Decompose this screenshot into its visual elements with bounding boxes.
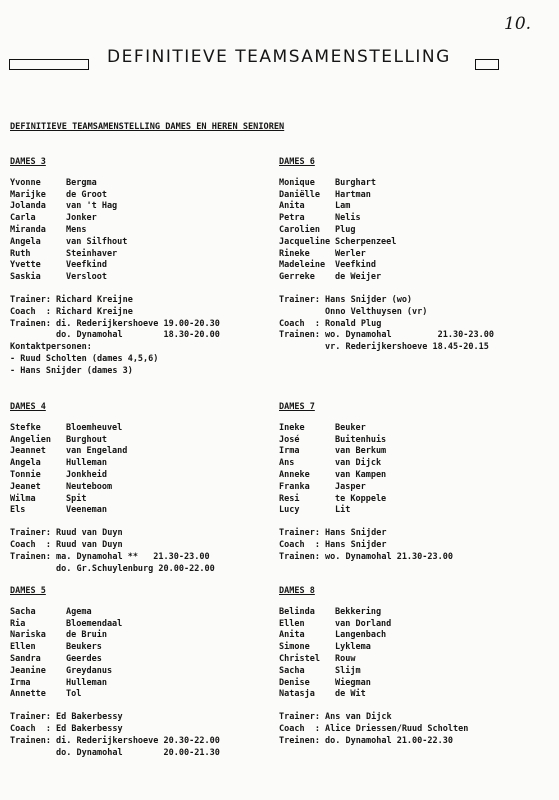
staff-line: Kontaktpersonen: — [10, 342, 92, 353]
member-last-name: Bloemheuvel — [66, 422, 123, 433]
member-first-name: Petra — [279, 213, 305, 224]
member-last-name: Lam — [335, 201, 351, 212]
member-first-name: Jeanine — [10, 665, 46, 676]
member-first-name: Lucy — [279, 505, 300, 516]
member-row — [279, 237, 549, 249]
member-last-name: Hulleman — [66, 677, 107, 688]
member-last-name: van Engeland — [66, 446, 128, 457]
member-row — [10, 494, 280, 506]
member-row — [279, 482, 549, 494]
member-first-name: Jeannet — [10, 446, 46, 457]
member-first-name: Belinda — [279, 606, 315, 617]
member-row — [10, 178, 280, 190]
member-last-name: Hulleman — [66, 458, 107, 469]
member-last-name: Jonkheid — [66, 469, 107, 480]
team-block — [10, 586, 280, 759]
staff-line: Trainer: Ed Bakerbessy — [10, 712, 123, 723]
member-first-name: Ans — [279, 458, 295, 469]
member-row — [10, 505, 280, 517]
team-block — [279, 402, 549, 564]
member-list — [10, 178, 280, 284]
member-first-name: Simone — [279, 642, 310, 653]
member-row — [10, 190, 280, 202]
staff-line: Trainen: di. Rederijkershoeve 20.30-22.00 — [10, 735, 220, 746]
member-row — [10, 689, 280, 701]
member-last-name: Bergma — [66, 177, 97, 188]
staff-line: Coach : Ruud van Duyn — [10, 539, 123, 550]
member-first-name: Resi — [279, 493, 300, 504]
staff-line: Trainer: Ruud van Duyn — [10, 528, 123, 539]
member-first-name: Carolien — [279, 224, 320, 235]
member-first-name: Anita — [279, 201, 305, 212]
member-last-name: Rouw — [335, 653, 356, 664]
staff-line: Trainen: di. Rederijkershoeve 19.00-20.30 — [10, 318, 220, 329]
member-first-name: Yvette — [10, 260, 41, 271]
member-row — [279, 494, 549, 506]
member-row — [10, 213, 280, 225]
staff-line: do. Dynamohal 20.00-21.30 — [10, 747, 220, 758]
member-first-name: Yvonne — [10, 177, 41, 188]
member-last-name: Neuteboom — [66, 481, 113, 492]
member-first-name: Ellen — [279, 618, 305, 629]
staff-line: Trainer: Hans Snijder (wo) — [279, 294, 413, 305]
member-last-name: van Kampen — [335, 469, 387, 480]
member-last-name: Beuker — [335, 422, 366, 433]
team-block — [10, 157, 280, 378]
member-row — [10, 237, 280, 249]
member-last-name: Mens — [66, 224, 87, 235]
member-last-name: van Berkum — [335, 446, 387, 457]
member-last-name: Werler — [335, 248, 366, 259]
member-row — [10, 260, 280, 272]
member-first-name: Natasja — [279, 689, 315, 700]
header-box-left — [9, 59, 89, 70]
member-last-name: Nelis — [335, 213, 361, 224]
member-row — [279, 505, 549, 517]
staff-line: - Ruud Scholten (dames 4,5,6) — [10, 353, 159, 364]
header-box-right — [475, 59, 499, 70]
member-row — [279, 201, 549, 213]
member-first-name: Anneke — [279, 469, 310, 480]
member-first-name: Sandra — [10, 653, 41, 664]
member-first-name: Stefke — [10, 422, 41, 433]
staff-line: Coach : Hans Snijder — [279, 539, 387, 550]
member-row — [279, 272, 549, 284]
member-first-name: Annette — [10, 689, 46, 700]
team-name: DAMES 4 — [10, 402, 46, 412]
member-list — [279, 423, 549, 517]
member-first-name: Miranda — [10, 224, 46, 235]
staff-line: Trainer: Richard Kreijne — [10, 294, 133, 305]
staff-line: vr. Rederijkershoeve 18.45-20.15 — [279, 342, 489, 353]
member-last-name: Bekkering — [335, 606, 382, 617]
member-first-name: Franka — [279, 481, 310, 492]
member-row — [279, 225, 549, 237]
member-first-name: Jacqueline — [279, 236, 331, 247]
member-last-name: van Dijck — [335, 458, 382, 469]
member-row — [279, 260, 549, 272]
team-name: DAMES 3 — [10, 157, 46, 167]
member-row — [279, 190, 549, 202]
member-row — [279, 666, 549, 678]
staff-line: Coach : Alice Driessen/Ruud Scholten — [279, 723, 469, 734]
document-title: DEFINITIEVE TEAMSAMENSTELLING — [107, 47, 451, 67]
member-first-name: Anita — [279, 630, 305, 641]
member-first-name: Madeleine — [279, 260, 326, 271]
member-row — [279, 654, 549, 666]
page-number: 10. — [504, 14, 532, 34]
member-list — [279, 607, 549, 701]
member-row — [10, 666, 280, 678]
member-first-name: Tonnie — [10, 469, 41, 480]
member-last-name: Spit — [66, 493, 87, 504]
member-last-name: Plug — [335, 224, 356, 235]
member-row — [10, 446, 280, 458]
member-row — [10, 470, 280, 482]
member-last-name: Tol — [66, 689, 82, 700]
member-first-name: José — [279, 434, 300, 445]
member-first-name: Monique — [279, 177, 315, 188]
member-last-name: Veefkind — [335, 260, 376, 271]
member-last-name: de Wit — [335, 689, 366, 700]
member-row — [10, 423, 280, 435]
member-first-name: Jolanda — [10, 201, 46, 212]
member-first-name: Sacha — [10, 606, 36, 617]
member-last-name: van Dorland — [335, 618, 392, 629]
member-first-name: Gerreke — [279, 272, 315, 283]
staff-info — [279, 295, 549, 354]
member-first-name: Sacha — [279, 665, 305, 676]
member-first-name: Angela — [10, 458, 41, 469]
member-last-name: Lyklema — [335, 642, 371, 653]
member-first-name: Jeanet — [10, 481, 41, 492]
member-row — [10, 482, 280, 494]
member-list — [10, 423, 280, 517]
member-row — [10, 272, 280, 284]
member-row — [10, 225, 280, 237]
staff-line: Treinen: do. Dynamohal 21.00-22.30 — [279, 735, 453, 746]
member-last-name: Buitenhuis — [335, 434, 387, 445]
member-last-name: de Groot — [66, 189, 107, 200]
member-row — [10, 630, 280, 642]
member-last-name: Greydanus — [66, 665, 113, 676]
member-last-name: Beukers — [66, 642, 102, 653]
member-row — [279, 458, 549, 470]
staff-line: Coach : Richard Kreijne — [10, 306, 133, 317]
member-first-name: Christel — [279, 653, 320, 664]
team-block — [10, 402, 280, 575]
member-first-name: Denise — [279, 677, 310, 688]
member-first-name: Els — [10, 505, 26, 516]
member-row — [279, 678, 549, 690]
member-last-name: Versloot — [66, 272, 107, 283]
staff-line: Trainer: Hans Snijder — [279, 528, 387, 539]
member-row — [279, 642, 549, 654]
section-subtitle: DEFINITIEVE TEAMSAMENSTELLING DAMES EN HEREN SENIOREN — [10, 122, 285, 132]
member-row — [10, 249, 280, 261]
member-row — [10, 619, 280, 631]
member-last-name: te Koppele — [335, 493, 387, 504]
member-row — [279, 213, 549, 225]
staff-line: - Hans Snijder (dames 3) — [10, 365, 133, 376]
member-last-name: Scherpenzeel — [335, 236, 397, 247]
member-first-name: Wilma — [10, 493, 36, 504]
member-first-name: Carla — [10, 213, 36, 224]
member-row — [10, 678, 280, 690]
member-last-name: Burghout — [66, 434, 107, 445]
staff-line: Trainen: ma. Dynamohal ** 21.30-23.00 — [10, 551, 210, 562]
staff-line: Onno Velthuysen (vr) — [279, 306, 428, 317]
member-last-name: Langenbach — [335, 630, 387, 641]
member-first-name: Daniëlle — [279, 189, 320, 200]
member-list — [279, 178, 549, 284]
member-last-name: Jonker — [66, 213, 97, 224]
staff-info — [10, 712, 280, 759]
member-first-name: Ineke — [279, 422, 305, 433]
member-row — [279, 607, 549, 619]
member-row — [279, 470, 549, 482]
member-row — [10, 607, 280, 619]
staff-info — [10, 295, 280, 378]
member-list — [10, 607, 280, 701]
staff-line: Trainen: wo. Dynamohal 21.30-23.00 — [279, 551, 453, 562]
team-block — [279, 157, 549, 354]
member-row — [10, 458, 280, 470]
team-name: DAMES 8 — [279, 586, 315, 596]
member-row — [279, 689, 549, 701]
staff-line: Trainen: wo. Dynamohal 21.30-23.00 — [279, 330, 494, 341]
team-name: DAMES 7 — [279, 402, 315, 412]
member-last-name: Slijm — [335, 665, 361, 676]
team-name: DAMES 6 — [279, 157, 315, 167]
member-first-name: Irma — [10, 677, 31, 688]
member-last-name: Hartman — [335, 189, 371, 200]
member-row — [279, 630, 549, 642]
member-last-name: de Bruin — [66, 630, 107, 641]
team-block — [279, 586, 549, 748]
member-first-name: Irma — [279, 446, 300, 457]
member-first-name: Ruth — [10, 248, 31, 259]
member-last-name: Bloemendaal — [66, 618, 123, 629]
member-last-name: van 't Hag — [66, 201, 118, 212]
member-row — [279, 178, 549, 190]
member-first-name: Ria — [10, 618, 26, 629]
member-last-name: Veefkind — [66, 260, 107, 271]
member-row — [10, 642, 280, 654]
member-last-name: de Weijer — [335, 272, 382, 283]
member-row — [10, 435, 280, 447]
staff-line: Trainer: Ans van Dijck — [279, 712, 392, 723]
member-last-name: van Silfhout — [66, 236, 128, 247]
member-last-name: Burghart — [335, 177, 376, 188]
member-first-name: Saskia — [10, 272, 41, 283]
staff-line: do. Dynamohal 18.30-20.00 — [10, 330, 220, 341]
member-row — [279, 249, 549, 261]
member-last-name: Agema — [66, 606, 92, 617]
member-row — [279, 446, 549, 458]
member-first-name: Angelien — [10, 434, 51, 445]
member-last-name: Geerdes — [66, 653, 102, 664]
staff-info — [279, 712, 549, 747]
member-last-name: Steinhaver — [66, 248, 118, 259]
staff-line: Coach : Ed Bakerbessy — [10, 723, 123, 734]
staff-info — [279, 528, 549, 563]
member-first-name: Angela — [10, 236, 41, 247]
member-first-name: Ellen — [10, 642, 36, 653]
member-row — [279, 423, 549, 435]
member-row — [279, 435, 549, 447]
member-last-name: Jasper — [335, 481, 366, 492]
member-last-name: Wiegman — [335, 677, 371, 688]
member-first-name: Marijke — [10, 189, 46, 200]
member-row — [279, 619, 549, 631]
member-first-name: Nariska — [10, 630, 46, 641]
document-header — [9, 46, 493, 74]
team-name: DAMES 5 — [10, 586, 46, 596]
staff-line: do. Gr.Schuylenburg 20.00-22.00 — [10, 563, 215, 574]
member-first-name: Rineke — [279, 248, 310, 259]
member-last-name: Lit — [335, 505, 351, 516]
member-last-name: Veeneman — [66, 505, 107, 516]
staff-info — [10, 528, 280, 575]
member-row — [10, 201, 280, 213]
staff-line: Coach : Ronald Plug — [279, 318, 382, 329]
member-row — [10, 654, 280, 666]
